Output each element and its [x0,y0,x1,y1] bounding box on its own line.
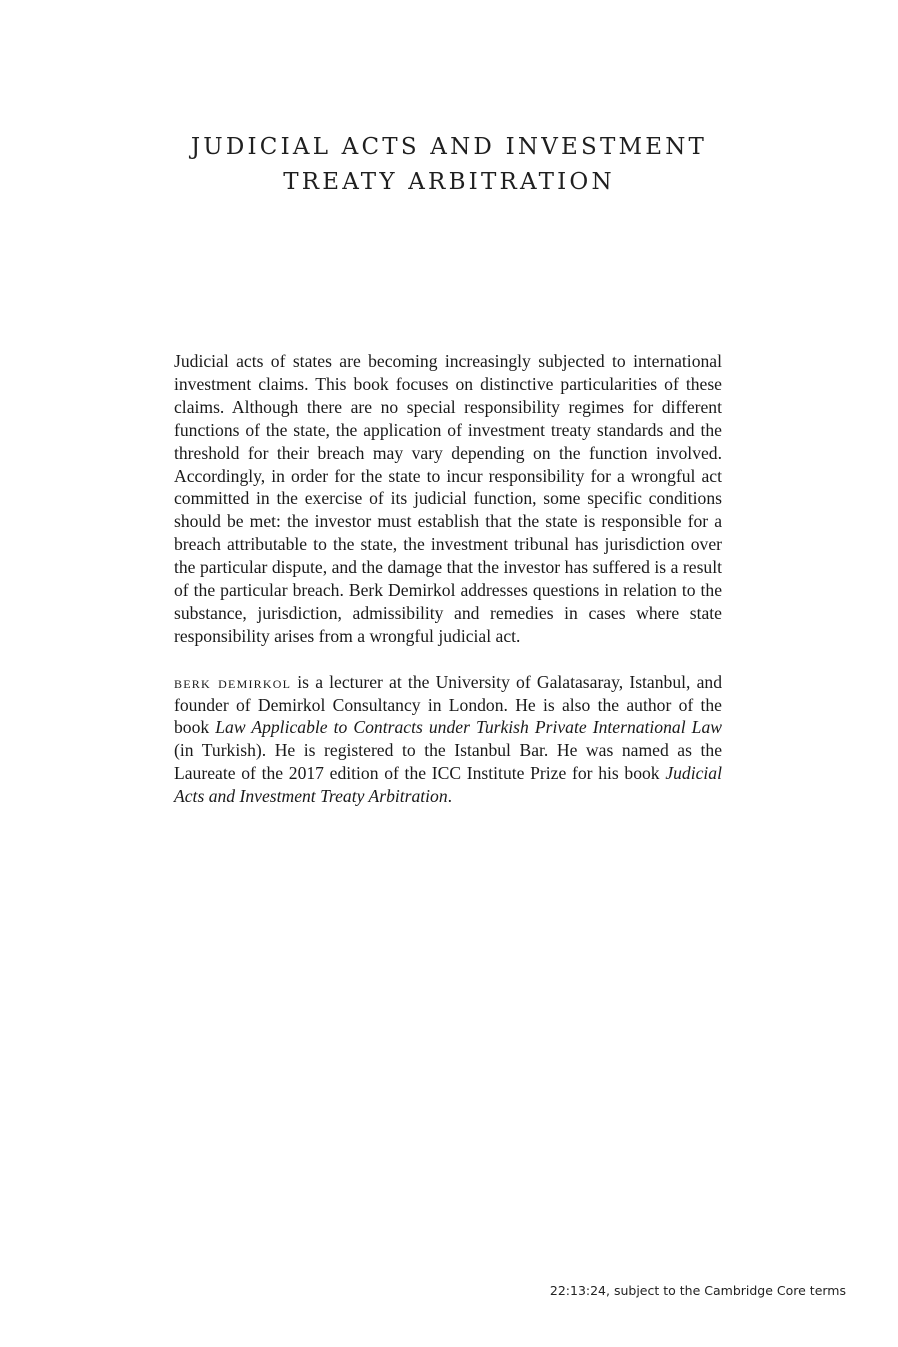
book-title-line-1: JUDICIAL ACTS AND INVESTMENT [190,134,708,160]
book-title [0,130,898,200]
footer-terms-notice: 22:13:24, subject to the Cambridge Core terms [549,1283,846,1298]
bio-text-3: . [447,786,453,807]
bio-book-title-1: Law Applicable to Contracts under Turkish Private International Law [215,717,722,738]
content-body [174,350,722,808]
author-bio [174,671,722,808]
author-name: berk demirkol [174,671,292,692]
bio-text-2: (in Turkish). He is registered to the Istanbul Bar. He was named as the Laureate of the 2017 edition of the ICC Institute Prize for his book [174,740,722,784]
bio-text-1: is a lecturer at the University of Galatasaray, Istanbul, and founder of Demirkol Consultancy in London. He is also the author of the book [174,671,722,738]
book-title-line-2: TREATY ARBITRATION [283,169,615,195]
bio-book-title-2: Judicial Acts and Investment Treaty Arbitration [174,763,722,807]
book-description: Judicial acts of states are becoming increasingly subjected to international investment claims. This book focuses on distinctive particularities of these claims. Although there are no special responsibility regimes for different functions of the state, the application of investment treaty standards and the threshold for their breach may vary depending on the function involved. Accordingly, in order for the state to incur responsibility for a wrongful act committed in the exercise of its judicial function, some specific conditions should be met: the investor must establish that the state is responsible for a breach attributable to the state, the investment tribunal has jurisdiction over the particular dispute, and the damage that the investor has suffered is a result of the particular breach. Berk Demirkol addresses questions in relation to the substance, jurisdiction, admissibility and remedies in cases where state responsibility arises from a wrongful judicial act. [174,351,722,646]
